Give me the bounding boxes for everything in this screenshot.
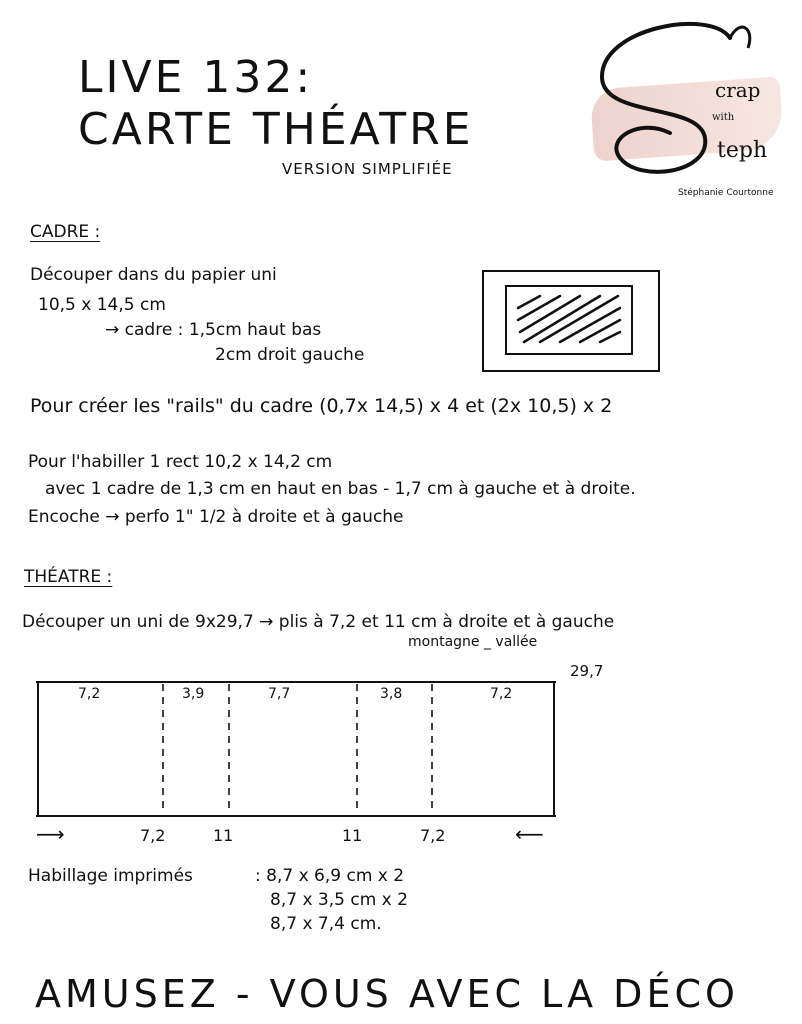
scrap-with-steph-logo <box>580 8 790 198</box>
segment-label: 7,2 <box>490 686 513 702</box>
page-title-line-1: LIVE 132: <box>78 52 314 103</box>
page-title-line-2: CARTE THÉATRE <box>78 104 474 155</box>
logo-author: Stéphanie Courtonne <box>678 188 774 198</box>
page-subtitle: VERSION SIMPLIFIÉE <box>282 160 453 178</box>
cadre-line: avec 1 cadre de 1,3 cm en haut en bas - 1,7 cm à gauche et à droite. <box>45 479 636 499</box>
strip-length-label: 29,7 <box>570 662 604 680</box>
cadre-line: Encoche → perfo 1" 1/2 à droite et à gauche <box>28 507 404 527</box>
habillage-line: 8,7 x 3,5 cm x 2 <box>270 890 408 910</box>
fold-mark-label: 7,2 <box>140 826 166 845</box>
logo-text-with: with <box>712 112 735 123</box>
cadre-line: Découper dans du papier uni <box>30 265 277 285</box>
cadre-line: Pour l'habiller 1 rect 10,2 x 14,2 cm <box>28 452 333 472</box>
frame-hatching <box>510 290 628 348</box>
habillage-line: : 8,7 x 6,9 cm x 2 <box>255 866 405 886</box>
segment-label: 7,2 <box>78 686 101 702</box>
cadre-line: 2cm droit gauche <box>215 345 365 365</box>
theatre-instruction: Découper un uni de 9x29,7 → plis à 7,2 et 11 cm à droite et à gauche <box>22 612 615 632</box>
segment-label: 3,8 <box>380 686 403 702</box>
habillage-label: Habillage imprimés <box>28 866 193 886</box>
fold-mark-label: 11 <box>213 826 234 845</box>
cadre-line: 10,5 x 14,5 cm <box>38 295 166 315</box>
arrow-left-icon: ⟵ <box>515 822 544 846</box>
logo-text-teph: teph <box>717 138 768 163</box>
theatre-heading: THÉATRE : <box>24 567 113 587</box>
cadre-heading: CADRE : <box>30 222 101 242</box>
fold-mark-label: 7,2 <box>420 826 446 845</box>
logo-text-crap: crap <box>715 78 761 102</box>
fold-strip-diagram <box>36 680 556 818</box>
segment-label: 7,7 <box>268 686 291 702</box>
footer-slogan: AMUSEZ - VOUS AVEC LA DÉCO <box>35 972 739 1016</box>
fold-mark-label: 11 <box>342 826 363 845</box>
arrow-right-icon: ⟶ <box>36 822 65 846</box>
cadre-line: Pour créer les "rails" du cadre (0,7x 14,5) x 4 et (2x 10,5) x 2 <box>30 395 613 417</box>
segment-label: 3,9 <box>182 686 205 702</box>
theatre-fold-types: montagne _ vallée <box>408 634 538 650</box>
cadre-line: → cadre : 1,5cm haut bas <box>105 320 322 340</box>
habillage-line: 8,7 x 7,4 cm. <box>270 914 382 934</box>
